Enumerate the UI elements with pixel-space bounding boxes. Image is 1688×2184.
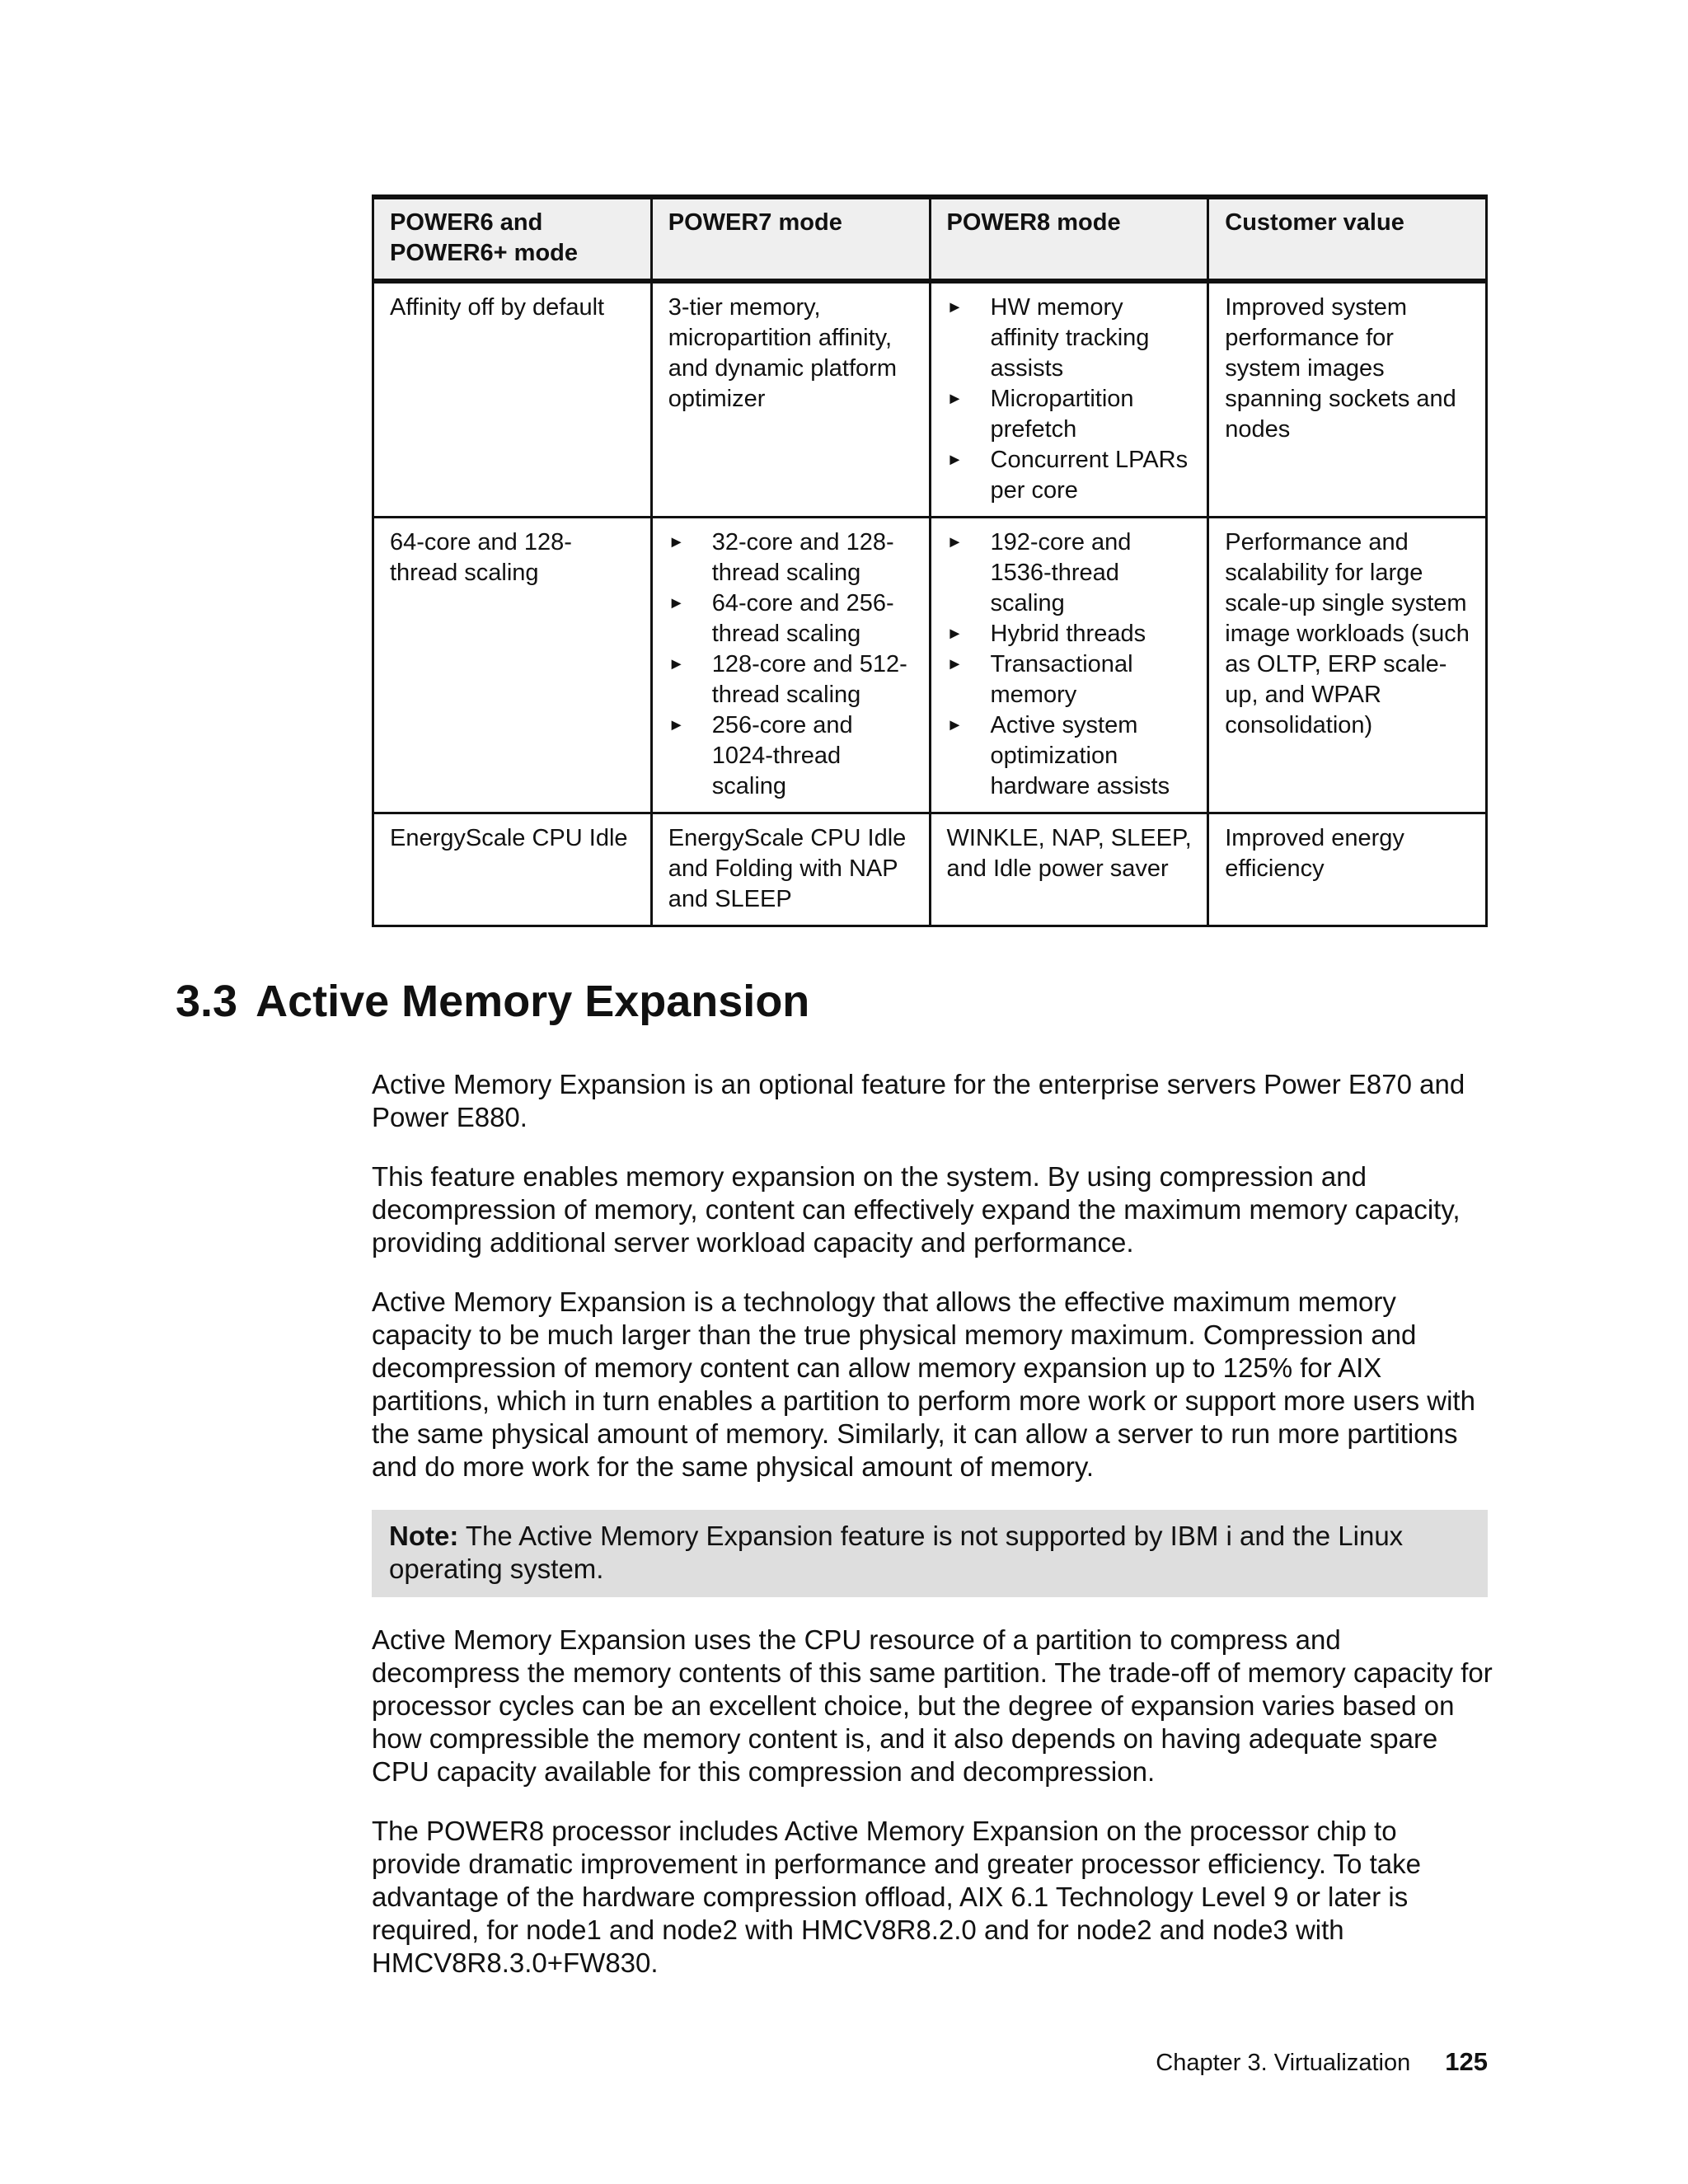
list-item: ► 128-core and 512-thread scaling (668, 651, 907, 708)
note-label: Note: (389, 1521, 459, 1551)
list-item: ► Micropartition prefetch (946, 386, 1134, 443)
section-heading (176, 972, 809, 1030)
table-row (373, 813, 1487, 926)
header-power8: POWER8 mode (930, 197, 1208, 281)
cell-power8 (930, 518, 1208, 813)
table-header-row (373, 197, 1487, 281)
section-number: 3.3 (176, 977, 238, 1026)
paragraph: Active Memory Expansion is an optional feature for the enterprise servers Power E870 and Power E880. (372, 1069, 1465, 1132)
bullet-icon: ► (668, 594, 685, 612)
header-customer-value: Customer value (1208, 197, 1487, 281)
paragraph: The POWER8 processor includes Active Memory Expansion on the processor chip to provide dramatic improvement in performance and greater processor efficiency. To take advantage of the hardware compression offload, AIX 6.1 Technology Level 9 or later is required, for node1 and node2 with HMCV8R8.2.0 and for node2 and node3 with HMCV8R8.3.0+FW830. (372, 1816, 1421, 1978)
paragraph: Active Memory Expansion is a technology that allows the effective maximum memory capacity to be much larger than the true physical memory maximum. Compression and decompression of memory content can allow memory expansion up to 125% for AIX partitions, which in turn enables a partition to perform more work or support more users with the same physical amount of memory. Similarly, it can allow a server to run more partitions and do more work for the same physical amount of memory. (372, 1286, 1475, 1482)
bullet-icon: ► (668, 716, 685, 734)
page-number: 125 (1445, 2047, 1488, 2076)
list-item: ► Transactional memory (946, 651, 1133, 708)
bullet-icon: ► (668, 533, 685, 551)
bullet-icon: ► (946, 390, 964, 408)
list-item: ► 256-core and 1024-thread scaling (668, 712, 853, 799)
bullet-list (947, 527, 1194, 802)
bullet-icon: ► (946, 655, 964, 673)
list-item: ► 32-core and 128-thread scaling (668, 529, 894, 586)
cell-power7: 3-tier memory, micropartition affinity, and dynamic platform optimizer (651, 281, 930, 518)
list-item: ► Concurrent LPARs per core (946, 447, 1189, 504)
header-power7: POWER7 mode (651, 197, 930, 281)
cell-power6: Affinity off by default (373, 281, 652, 518)
bullet-icon: ► (946, 625, 964, 643)
bullet-icon: ► (668, 655, 685, 673)
cell-power6: 64-core and 128-thread scaling (373, 518, 652, 813)
cell-customer-value: Improved energy efficiency (1208, 813, 1487, 926)
cell-power7 (651, 518, 930, 813)
bullet-icon: ► (946, 716, 964, 734)
footer-chapter: Chapter 3. Virtualization (1156, 2050, 1411, 2076)
note-text: The Active Memory Expansion feature is not supported by IBM i and the Linux operating system. (389, 1521, 1404, 1584)
paragraph: This feature enables memory expansion on the system. By using compression and decompression of memory, content can effectively expand the maximum memory capacity, providing additional server workload capacity and performance. (372, 1161, 1461, 1258)
paragraph: Active Memory Expansion uses the CPU resource of a partition to compress and decompress the memory contents of this same partition. The trade-off of memory capacity for processor cycles can be an excellent choice, but the degree of expansion varies based on how compressible the memory content is, and it also depends on having adequate spare CPU capacity available for this compression and decompression. (372, 1624, 1493, 1787)
body-text (372, 1068, 1493, 2006)
bullet-icon: ► (946, 451, 964, 469)
cell-power8: WINKLE, NAP, SLEEP, and Idle power saver (930, 813, 1208, 926)
list-item: ► Active system optimization hardware assists (946, 712, 1170, 799)
cell-power7: EnergyScale CPU Idle and Folding with NAP and SLEEP (651, 813, 930, 926)
cell-power6: EnergyScale CPU Idle (373, 813, 652, 926)
cell-customer-value: Improved system performance for system images spanning sockets and nodes (1208, 281, 1487, 518)
note-box (372, 1510, 1488, 1597)
bullet-list (947, 293, 1194, 506)
page-footer (1156, 2046, 1488, 2079)
bullet-list (668, 527, 916, 802)
cell-customer-value: Performance and scalability for large scale-up single system image workloads (such as OLTP, ERP scale-up, and WPAR consolidation) (1208, 518, 1487, 813)
table-row (373, 518, 1487, 813)
bullet-icon: ► (946, 533, 964, 551)
header-power6: POWER6 and POWER6+ mode (373, 197, 652, 281)
list-item: ► 192-core and 1536-thread scaling (946, 529, 1132, 616)
table-row (373, 281, 1487, 518)
bullet-icon: ► (946, 298, 964, 316)
power-modes-table (372, 194, 1488, 927)
list-item: ► Hybrid threads (947, 619, 1194, 649)
section-title: Active Memory Expansion (256, 977, 810, 1026)
list-item: ► HW memory affinity tracking assists (946, 294, 1150, 382)
list-item: ► 64-core and 256-thread scaling (668, 590, 894, 647)
cell-power8 (930, 281, 1208, 518)
